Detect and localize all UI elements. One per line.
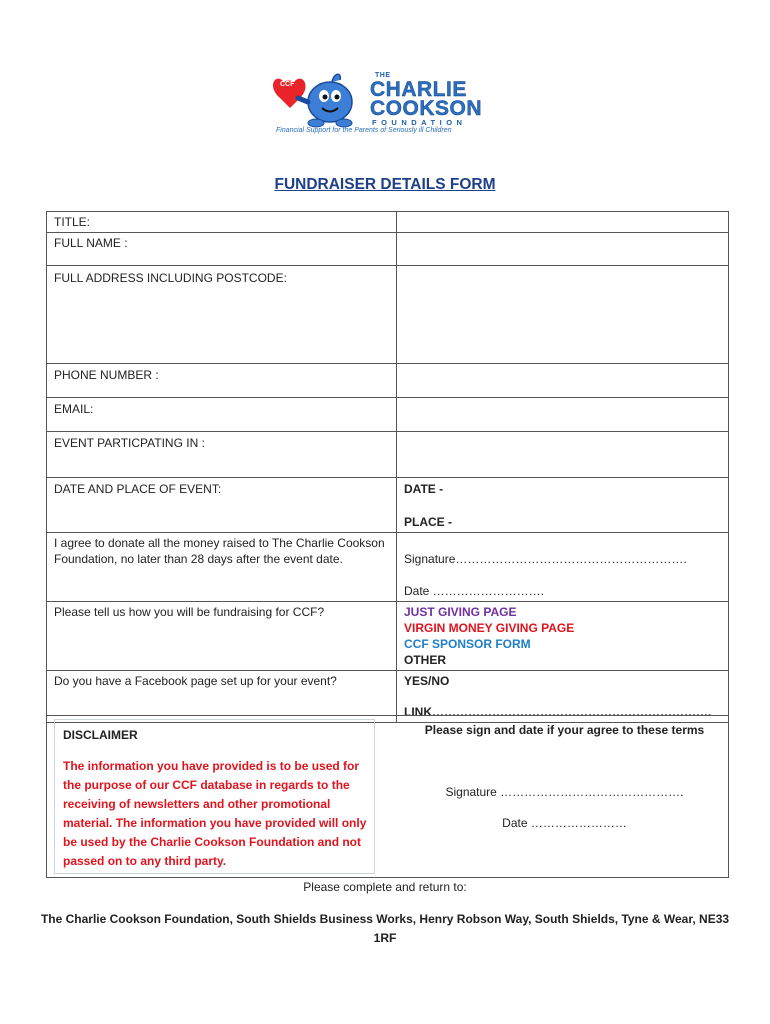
date-place-field[interactable] [397,478,729,533]
return-label: Please complete and return to: [303,880,467,894]
date-place-label: DATE AND PLACE OF EVENT: [47,478,397,533]
title-field[interactable] [397,212,729,233]
return-address: The Charlie Cookson Foundation, South Shields Business Works, Henry Robson Way, South Shields, Tyne & Wear, NE33 1RF [40,912,730,945]
logo-heart-text: CCF [280,81,295,88]
sign-heading: Please sign and date if your agree to these terms [424,723,705,737]
yes-no: YES/NO [404,674,450,688]
title-label: TITLE: [47,212,397,233]
address-row [47,266,729,364]
logo-cookson: COOKSON [370,97,483,120]
option-sponsor-form[interactable]: CCF SPONSOR FORM [404,637,531,651]
fundraising-method-row [47,602,729,671]
logo-charlie: CHARLIE [370,78,467,101]
logo-foundation: FOUNDATION [372,118,467,127]
facebook-link: LINK……………………………………………………………. [404,705,712,719]
form-title: FUNDRAISER DETAILS FORM [274,176,496,193]
fundraiser-details-table [46,211,729,723]
agree-signature-field[interactable] [397,533,729,602]
event-row [47,432,729,478]
agree-text: I agree to donate all the money raised to The Charlie Cookson Foundation, no later than 28 days after the event date. [47,533,397,602]
mascot-icon [272,68,372,128]
address-label: FULL ADDRESS INCLUDING POSTCODE: [47,266,397,364]
phone-row [47,364,729,398]
agree-signature: Signature…………………………………………………. [404,552,687,566]
event-field[interactable] [397,432,729,478]
event-label: EVENT PARTICPATING IN : [47,432,397,478]
disclaimer-box [54,719,375,874]
title-row [47,212,729,233]
fundraising-method-label: Please tell us how you will be fundraising for CCF? [47,602,397,671]
logo-the: THE [375,72,391,79]
full-name-field[interactable] [397,233,729,266]
email-field[interactable] [397,398,729,432]
address-field[interactable] [397,266,729,364]
disclaimer-heading: DISCLAIMER [63,728,138,742]
disclaimer-signature[interactable]: Signature ………………………………………. [445,785,684,799]
option-other[interactable]: OTHER [404,653,446,667]
facebook-label: Do you have a Facebook page set up for your event? [47,671,397,723]
full-name-label: FULL NAME : [47,233,397,266]
agree-row [47,533,729,602]
charlie-cookson-foundation-logo [272,68,502,136]
date-place-row [47,478,729,533]
fundraising-options [397,602,729,671]
full-name-row [47,233,729,266]
disclaimer-section [46,715,729,878]
option-virgin-money[interactable]: VIRGIN MONEY GIVING PAGE [404,621,575,635]
disclaimer-text: The information you have provided is to be used for the purpose of our CCF database in regards to the receiving of newsletters and other promotional material. The information you have provided will only be used by the Charlie Cookson Foundation and not passed on to any third party. [63,759,367,868]
email-row [47,398,729,432]
phone-label: PHONE NUMBER : [47,364,397,398]
disclaimer-date[interactable]: Date …………………… [502,816,627,830]
date-value: DATE - [404,482,444,496]
option-just-giving[interactable]: JUST GIVING PAGE [404,605,517,619]
email-label: EMAIL: [47,398,397,432]
logo-tagline: Financial Support for the Parents of Seriously ill Children [276,127,452,134]
phone-field[interactable] [397,364,729,398]
place-value: PLACE - [404,515,452,529]
agree-date: Date ………………………. [404,584,545,598]
